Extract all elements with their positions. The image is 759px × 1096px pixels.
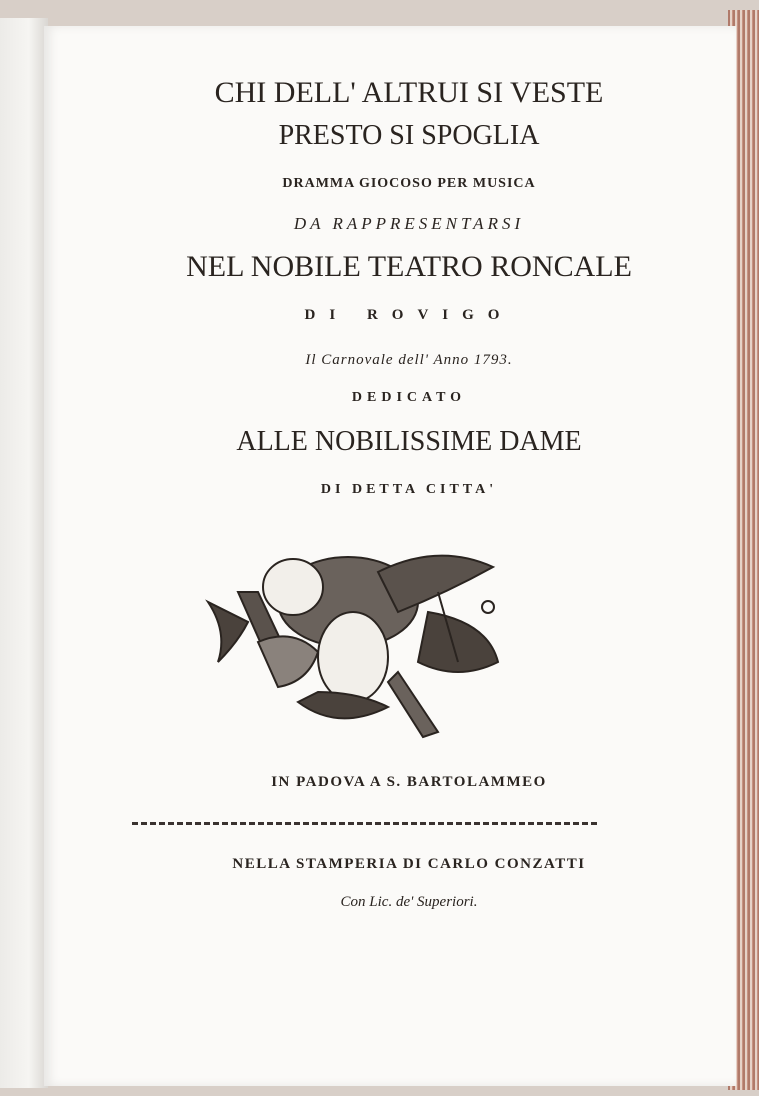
musical-trophy-vignette-icon	[198, 532, 508, 742]
imprint-place: IN PADOVA A S. BARTOLAMMEO	[271, 774, 547, 790]
license: Con Lic. de' Superiori.	[340, 894, 478, 910]
city: DI ROVIGO	[304, 307, 514, 323]
title-line-2: PRESTO SI SPOGLIA	[278, 120, 540, 151]
dedicatees-place: DI DETTA CITTA'	[320, 482, 498, 497]
theatre: NEL NOBILE TEATRO RONCALE	[186, 250, 632, 283]
season: Il Carnovale dell' Anno 1793.	[305, 352, 513, 368]
dedicatees: ALLE NOBILISSIME DAME	[236, 426, 582, 457]
genre: DRAMMA GIOCOSO PER MUSICA	[282, 176, 536, 191]
performance: DA RAPPRESENTARSI	[293, 214, 525, 233]
horizontal-rule	[132, 822, 597, 825]
dedication-label: DEDICATO	[351, 390, 467, 405]
title-line-1: CHI DELL' ALTRUI SI VESTE	[214, 76, 604, 109]
printer: NELLA STAMPERIA DI CARLO CONZATTI	[232, 856, 586, 872]
left-page-edge	[0, 18, 48, 1088]
